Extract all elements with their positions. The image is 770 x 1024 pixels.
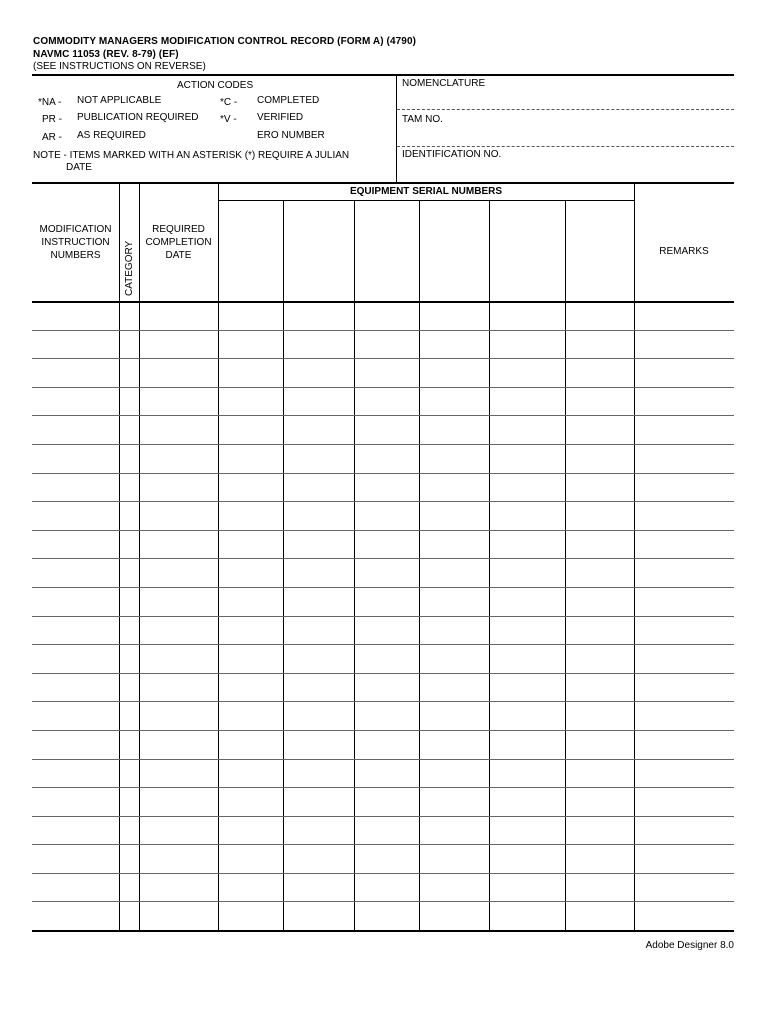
table-cell[interactable] <box>218 502 283 531</box>
table-row <box>32 387 734 416</box>
table-cell[interactable] <box>634 673 734 702</box>
table-cell[interactable] <box>489 702 565 731</box>
table-cell[interactable] <box>489 788 565 817</box>
table-cell[interactable] <box>119 416 139 445</box>
table-cell[interactable] <box>354 387 419 416</box>
table-cell[interactable] <box>32 730 119 759</box>
table-cell[interactable] <box>32 416 119 445</box>
table-cell[interactable] <box>119 559 139 588</box>
table-cell[interactable] <box>489 616 565 645</box>
table-cell[interactable] <box>489 759 565 788</box>
table-cell[interactable] <box>354 559 419 588</box>
table-cell[interactable] <box>32 444 119 473</box>
table-cell[interactable] <box>634 788 734 817</box>
table-cell[interactable] <box>119 616 139 645</box>
nomenclature-rule <box>397 109 734 110</box>
table-cell[interactable] <box>354 788 419 817</box>
serial-divider-2 <box>354 200 355 302</box>
table-cell[interactable] <box>139 702 218 731</box>
table-cell[interactable] <box>218 473 283 502</box>
table-cell[interactable] <box>119 759 139 788</box>
table-cell[interactable] <box>283 587 354 616</box>
table-cell[interactable] <box>32 473 119 502</box>
table-cell[interactable] <box>218 387 283 416</box>
identification-no-label: IDENTIFICATION NO. <box>402 149 502 160</box>
table-cell[interactable] <box>139 673 218 702</box>
table-row <box>32 902 734 930</box>
table-cell[interactable] <box>489 559 565 588</box>
table-cell[interactable] <box>634 587 734 616</box>
table-cell[interactable] <box>119 702 139 731</box>
table-cell[interactable] <box>565 587 634 616</box>
table-cell[interactable] <box>119 587 139 616</box>
table-cell[interactable] <box>139 387 218 416</box>
table-cell[interactable] <box>32 673 119 702</box>
col-category-header: CATEGORY <box>124 240 135 296</box>
table-cell[interactable] <box>419 902 489 930</box>
table-cell[interactable] <box>119 730 139 759</box>
table-cell[interactable] <box>218 416 283 445</box>
table-cell[interactable] <box>565 473 634 502</box>
table-cell[interactable] <box>354 645 419 674</box>
table-cell[interactable] <box>32 559 119 588</box>
table-cell[interactable] <box>119 387 139 416</box>
table-cell[interactable] <box>419 873 489 902</box>
table-cell[interactable] <box>119 530 139 559</box>
table-cell[interactable] <box>32 530 119 559</box>
code-ar: AR - <box>42 132 62 143</box>
table-cell[interactable] <box>419 359 489 388</box>
table-cell[interactable] <box>139 645 218 674</box>
table-cell[interactable] <box>489 673 565 702</box>
table-cell[interactable] <box>489 416 565 445</box>
table-cell[interactable] <box>139 816 218 845</box>
table-cell[interactable] <box>119 845 139 874</box>
table-cell[interactable] <box>218 845 283 874</box>
table-cell[interactable] <box>32 616 119 645</box>
table-cell[interactable] <box>218 673 283 702</box>
table-cell[interactable] <box>354 359 419 388</box>
nomenclature-label: NOMENCLATURE <box>402 78 486 89</box>
table-cell[interactable] <box>218 587 283 616</box>
serials-header-rule <box>218 200 634 201</box>
table-cell[interactable] <box>419 673 489 702</box>
table-cell[interactable] <box>139 616 218 645</box>
table-cell[interactable] <box>283 530 354 559</box>
table-cell[interactable] <box>565 702 634 731</box>
table-cell[interactable] <box>283 559 354 588</box>
table-cell[interactable] <box>634 473 734 502</box>
table-row <box>32 330 734 359</box>
table-cell[interactable] <box>283 645 354 674</box>
table-cell[interactable] <box>139 302 218 330</box>
table-cell[interactable] <box>565 845 634 874</box>
table-cell[interactable] <box>565 330 634 359</box>
table-cell[interactable] <box>489 359 565 388</box>
table-cell[interactable] <box>218 444 283 473</box>
table-cell[interactable] <box>489 473 565 502</box>
table-cell[interactable] <box>32 387 119 416</box>
table-cell[interactable] <box>419 530 489 559</box>
table-cell[interactable] <box>218 359 283 388</box>
code-pr: PR - <box>42 114 62 125</box>
table-cell[interactable] <box>419 702 489 731</box>
table-cell[interactable] <box>283 302 354 330</box>
table-cell[interactable] <box>119 902 139 930</box>
code-na: *NA - <box>38 97 62 108</box>
col-serials-header: EQUIPMENT SERIAL NUMBERS <box>349 186 503 197</box>
table-cell[interactable] <box>489 387 565 416</box>
table-cell[interactable] <box>218 302 283 330</box>
table-cell[interactable] <box>419 330 489 359</box>
table-cell[interactable] <box>634 302 734 330</box>
table-cell[interactable] <box>218 616 283 645</box>
code-ero-label: ERO NUMBER <box>257 130 325 141</box>
code-na-label: NOT APPLICABLE <box>77 95 162 106</box>
table-cell[interactable] <box>119 788 139 817</box>
table-cell[interactable] <box>218 330 283 359</box>
table-cell[interactable] <box>119 359 139 388</box>
table-cell[interactable] <box>565 902 634 930</box>
table-row <box>32 559 734 588</box>
col-req-header-2: COMPLETION <box>145 237 212 248</box>
table-cell[interactable] <box>32 702 119 731</box>
table-cell[interactable] <box>283 416 354 445</box>
table-row <box>32 416 734 445</box>
modification-table <box>32 302 734 930</box>
table-cell[interactable] <box>139 873 218 902</box>
table-cell[interactable] <box>354 673 419 702</box>
table-cell[interactable] <box>419 587 489 616</box>
table-cell[interactable] <box>354 473 419 502</box>
table-cell[interactable] <box>565 788 634 817</box>
table-cell[interactable] <box>32 587 119 616</box>
code-v: *V - <box>220 114 237 125</box>
table-cell[interactable] <box>634 873 734 902</box>
table-cell[interactable] <box>634 530 734 559</box>
table-cell[interactable] <box>419 416 489 445</box>
table-cell[interactable] <box>354 816 419 845</box>
table-cell[interactable] <box>139 759 218 788</box>
table-cell[interactable] <box>32 759 119 788</box>
table-cell[interactable] <box>354 444 419 473</box>
table-cell[interactable] <box>119 502 139 531</box>
table-cell[interactable] <box>32 788 119 817</box>
table-cell[interactable] <box>139 559 218 588</box>
table-cell[interactable] <box>419 302 489 330</box>
col-mod-header-3: NUMBERS <box>50 250 101 261</box>
table-cell[interactable] <box>489 645 565 674</box>
table-row <box>32 873 734 902</box>
table-cell[interactable] <box>634 759 734 788</box>
table-cell[interactable] <box>139 788 218 817</box>
table-cell[interactable] <box>489 502 565 531</box>
table-cell[interactable] <box>565 530 634 559</box>
table-cell[interactable] <box>634 645 734 674</box>
table-cell[interactable] <box>634 702 734 731</box>
col-mod-header-1: MODIFICATION <box>39 224 112 235</box>
table-cell[interactable] <box>283 616 354 645</box>
nomenclature-field[interactable] <box>400 91 734 107</box>
table-cell[interactable] <box>565 416 634 445</box>
table-cell[interactable] <box>283 730 354 759</box>
identification-no-field[interactable] <box>400 163 734 179</box>
table-row <box>32 359 734 388</box>
table-cell[interactable] <box>32 330 119 359</box>
table-cell[interactable] <box>634 330 734 359</box>
table-cell[interactable] <box>354 902 419 930</box>
table-cell[interactable] <box>139 845 218 874</box>
table-cell[interactable] <box>218 759 283 788</box>
table-cell[interactable] <box>283 473 354 502</box>
form-title: COMMODITY MANAGERS MODIFICATION CONTROL RECORD (FORM A) (4790) <box>33 36 417 47</box>
table-cell[interactable] <box>354 702 419 731</box>
table-cell[interactable] <box>634 816 734 845</box>
table-cell[interactable] <box>139 416 218 445</box>
table-cell[interactable] <box>218 530 283 559</box>
instructions-note: (SEE INSTRUCTIONS ON REVERSE) <box>33 61 206 72</box>
table-cell[interactable] <box>419 730 489 759</box>
col-mod-header-2: INSTRUCTION <box>41 237 110 248</box>
table-cell[interactable] <box>218 730 283 759</box>
table-cell[interactable] <box>354 730 419 759</box>
table-cell[interactable] <box>565 559 634 588</box>
header-divider <box>396 75 397 183</box>
table-cell[interactable] <box>283 673 354 702</box>
table-cell[interactable] <box>634 845 734 874</box>
table-row <box>32 502 734 531</box>
table-cell[interactable] <box>354 330 419 359</box>
table-cell[interactable] <box>139 359 218 388</box>
table-cell[interactable] <box>119 444 139 473</box>
table-cell[interactable] <box>218 645 283 674</box>
table-row <box>32 788 734 817</box>
table-cell[interactable] <box>419 616 489 645</box>
table-cell[interactable] <box>283 502 354 531</box>
table-cell[interactable] <box>354 845 419 874</box>
table-cell[interactable] <box>283 444 354 473</box>
table-cell[interactable] <box>283 702 354 731</box>
table-row <box>32 645 734 674</box>
table-cell[interactable] <box>565 759 634 788</box>
code-v-label: VERIFIED <box>257 112 304 123</box>
tam-no-label: TAM NO. <box>402 114 443 125</box>
table-cell[interactable] <box>119 645 139 674</box>
table-row <box>32 702 734 731</box>
table-cell[interactable] <box>419 645 489 674</box>
table-cell[interactable] <box>565 645 634 674</box>
table-cell[interactable] <box>354 502 419 531</box>
table-cell[interactable] <box>354 616 419 645</box>
table-row <box>32 444 734 473</box>
table-cell[interactable] <box>634 359 734 388</box>
serial-divider-5 <box>565 200 566 302</box>
col-divider-1 <box>119 183 120 302</box>
table-cell[interactable] <box>565 302 634 330</box>
code-c: *C - <box>220 97 238 108</box>
form-number: NAVMC 11053 (REV. 8-79) (EF) <box>33 49 179 60</box>
table-cell[interactable] <box>119 873 139 902</box>
code-c-label: COMPLETED <box>257 95 320 106</box>
table-cell[interactable] <box>354 759 419 788</box>
col-req-header-3: DATE <box>165 250 192 261</box>
table-cell[interactable] <box>419 845 489 874</box>
table-cell[interactable] <box>139 473 218 502</box>
table-cell[interactable] <box>565 730 634 759</box>
table-cell[interactable] <box>119 330 139 359</box>
table-cell[interactable] <box>634 416 734 445</box>
table-cell[interactable] <box>283 816 354 845</box>
table-cell[interactable] <box>419 473 489 502</box>
table-cell[interactable] <box>489 816 565 845</box>
table-cell[interactable] <box>283 902 354 930</box>
table-cell[interactable] <box>32 359 119 388</box>
col-divider-4 <box>634 183 635 302</box>
table-cell[interactable] <box>489 530 565 559</box>
table-cell[interactable] <box>489 302 565 330</box>
table-cell[interactable] <box>32 845 119 874</box>
julian-note: NOTE - ITEMS MARKED WITH AN ASTERISK (*) REQUIRE A JULIAN <box>33 150 350 161</box>
table-row <box>32 302 734 330</box>
table-cell[interactable] <box>634 502 734 531</box>
table-cell[interactable] <box>565 387 634 416</box>
table-cell[interactable] <box>139 530 218 559</box>
tam-no-field[interactable] <box>400 127 734 143</box>
table-cell[interactable] <box>634 444 734 473</box>
serial-divider-3 <box>419 200 420 302</box>
table-cell[interactable] <box>489 587 565 616</box>
table-cell[interactable] <box>32 502 119 531</box>
col-req-header-1: REQUIRED <box>152 224 205 235</box>
action-codes-heading: ACTION CODES <box>177 80 254 91</box>
table-cell[interactable] <box>634 616 734 645</box>
table-cell[interactable] <box>218 902 283 930</box>
table-cell[interactable] <box>354 302 419 330</box>
table-cell[interactable] <box>354 530 419 559</box>
table-cell[interactable] <box>283 330 354 359</box>
table-row <box>32 530 734 559</box>
serial-divider-4 <box>489 200 490 302</box>
table-cell[interactable] <box>489 845 565 874</box>
table-cell[interactable] <box>634 387 734 416</box>
table-cell[interactable] <box>565 673 634 702</box>
table-cell[interactable] <box>354 416 419 445</box>
table-row <box>32 759 734 788</box>
table-cell[interactable] <box>139 502 218 531</box>
table-row <box>32 845 734 874</box>
table-cell[interactable] <box>119 673 139 702</box>
serial-divider-1 <box>283 200 284 302</box>
table-cell[interactable] <box>218 559 283 588</box>
table-cell[interactable] <box>119 816 139 845</box>
table-cell[interactable] <box>489 873 565 902</box>
table-cell[interactable] <box>419 444 489 473</box>
table-cell[interactable] <box>565 816 634 845</box>
table-row <box>32 587 734 616</box>
table-cell[interactable] <box>32 873 119 902</box>
top-rule <box>32 74 734 76</box>
table-cell[interactable] <box>283 387 354 416</box>
code-ar-label: AS REQUIRED <box>77 130 146 141</box>
table-cell[interactable] <box>218 873 283 902</box>
table-cell[interactable] <box>419 387 489 416</box>
code-pr-label: PUBLICATION REQUIRED <box>77 112 199 123</box>
table-cell[interactable] <box>139 330 218 359</box>
table-cell[interactable] <box>139 444 218 473</box>
table-cell[interactable] <box>32 302 119 330</box>
table-cell[interactable] <box>119 302 139 330</box>
table-row <box>32 673 734 702</box>
table-cell[interactable] <box>489 902 565 930</box>
table-cell[interactable] <box>634 559 734 588</box>
table-row <box>32 730 734 759</box>
table-cell[interactable] <box>283 359 354 388</box>
table-cell[interactable] <box>419 559 489 588</box>
table-cell[interactable] <box>489 444 565 473</box>
table-cell[interactable] <box>283 845 354 874</box>
table-cell[interactable] <box>354 587 419 616</box>
table-cell[interactable] <box>634 730 734 759</box>
table-cell[interactable] <box>32 645 119 674</box>
table-cell[interactable] <box>565 359 634 388</box>
julian-note-cont: DATE <box>66 162 92 173</box>
table-cell[interactable] <box>283 873 354 902</box>
table-cell[interactable] <box>218 788 283 817</box>
table-cell[interactable] <box>419 816 489 845</box>
table-cell[interactable] <box>565 502 634 531</box>
table-cell[interactable] <box>32 902 119 930</box>
table-cell[interactable] <box>139 730 218 759</box>
table-cell[interactable] <box>565 873 634 902</box>
col-remarks-header: REMARKS <box>659 246 709 257</box>
table-cell[interactable] <box>32 816 119 845</box>
table-cell[interactable] <box>419 759 489 788</box>
table-row <box>32 473 734 502</box>
table-cell[interactable] <box>283 759 354 788</box>
table-cell[interactable] <box>139 587 218 616</box>
table-cell[interactable] <box>218 816 283 845</box>
table-cell[interactable] <box>489 730 565 759</box>
table-cell[interactable] <box>139 902 218 930</box>
producer-label: Adobe Designer 8.0 <box>645 940 734 951</box>
table-cell[interactable] <box>419 788 489 817</box>
table-cell[interactable] <box>419 502 489 531</box>
header-bottom-rule <box>32 182 734 184</box>
table-cell[interactable] <box>119 473 139 502</box>
table-cell[interactable] <box>634 902 734 930</box>
table-cell[interactable] <box>565 616 634 645</box>
tam-no-rule <box>397 146 734 147</box>
table-bottom-rule <box>32 930 734 932</box>
table-cell[interactable] <box>565 444 634 473</box>
table-row <box>32 616 734 645</box>
table-row <box>32 816 734 845</box>
table-cell[interactable] <box>218 702 283 731</box>
table-cell[interactable] <box>489 330 565 359</box>
table-cell[interactable] <box>283 788 354 817</box>
table-cell[interactable] <box>354 873 419 902</box>
